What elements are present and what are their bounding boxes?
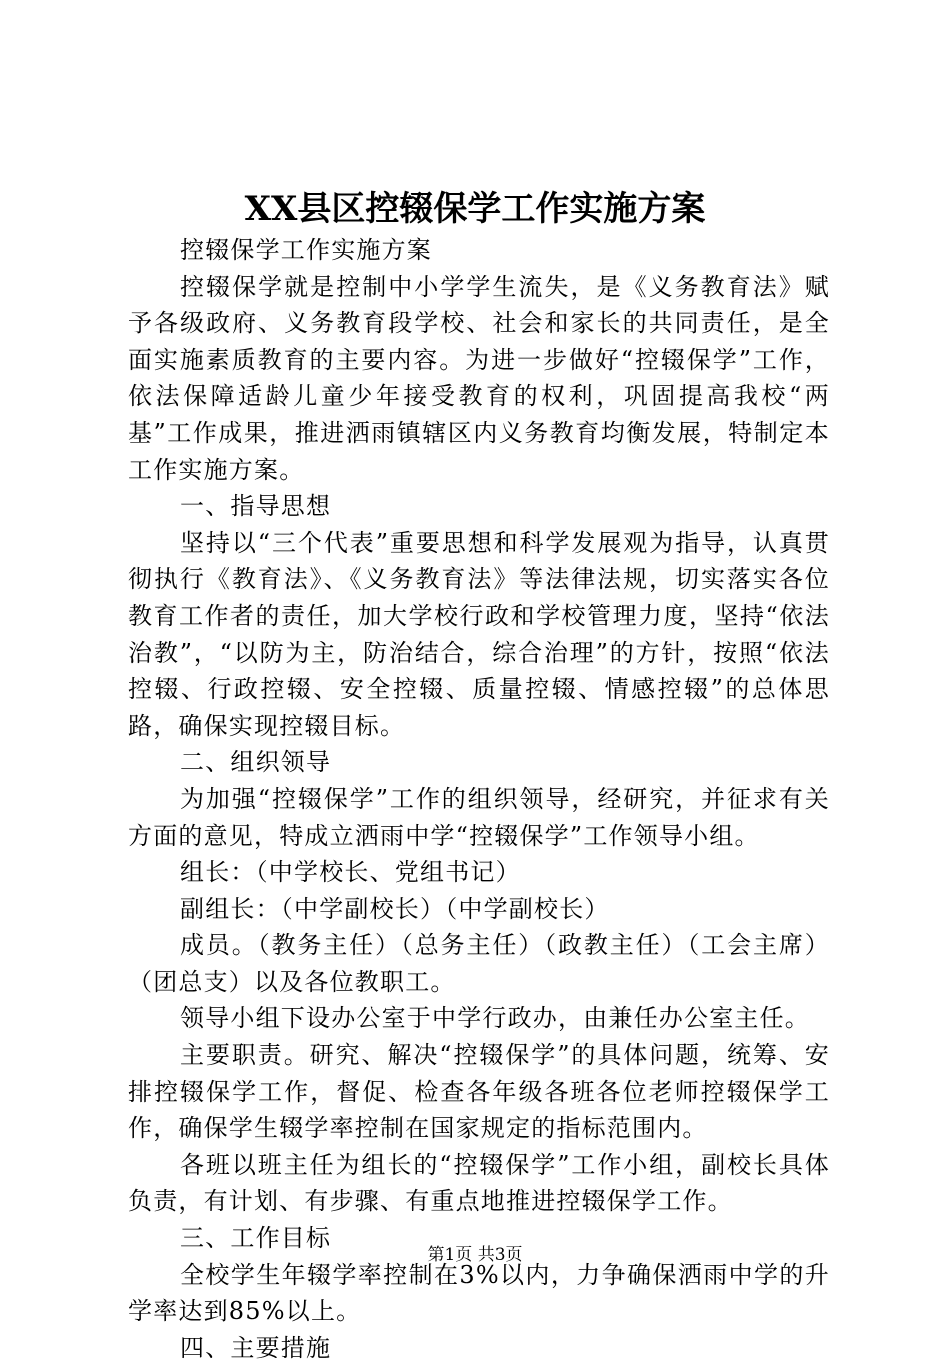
paragraph-members: 成员。（教务主任）（总务主任）（政教主任）（工会主席）（团总支）以及各位教职工。 bbox=[128, 931, 830, 996]
section-heading-goals: 三、工作目标 bbox=[180, 1224, 332, 1253]
paragraph-duties: 主要职责。研究、解决“控辍保学”的具体问题，统筹、安排控辍保学工作，督促、检查各年级各班各位老师控辍保学工作，确保学生辍学率控制在国家规定的指标范围内。 bbox=[128, 1041, 830, 1143]
document-body bbox=[128, 232, 830, 1366]
section-heading-guiding-thought: 一、指导思想 bbox=[180, 492, 332, 521]
paragraph-guiding-thought: 坚持以“三个代表”重要思想和科学发展观为指导，认真贯彻执行《教育法》、《义务教育法》等法律法规，切实落实各位教育工作者的责任，加大学校行政和学校管理力度，坚持“依法治教”，“以防为主，防治结合，综合治理”的方针，按照“依法控辍、行政控辍、安全控辍、质量控辍、情感控辍”的总体思路，确保实现控辍目标。 bbox=[128, 528, 830, 740]
paragraph-deputy-leader: 副组长：（中学副校长）（中学副校长） bbox=[180, 894, 610, 923]
paragraph-office: 领导小组下设办公室于中学行政办，由兼任办公室主任。 bbox=[180, 1004, 810, 1033]
paragraph-organization: 为加强“控辍保学”工作的组织领导，经研究，并征求有关方面的意见，特成立洒雨中学“控辍保学”工作领导小组。 bbox=[128, 784, 830, 850]
document-title: XX县区控辍保学工作实施方案 bbox=[244, 189, 706, 229]
paragraph-goals: 全校学生年辍学率控制在3%以内，力争确保洒雨中学的升学率达到85%以上。 bbox=[128, 1260, 830, 1326]
page-indicator: 第1页 共3页 bbox=[427, 1245, 523, 1265]
paragraph-class-groups: 各班以班主任为组长的“控辍保学”工作小组，副校长具体负责，有计划、有步骤、有重点地推进控辍保学工作。 bbox=[128, 1150, 830, 1216]
section-heading-organization: 二、组织领导 bbox=[180, 748, 332, 777]
section-heading-measures: 四、主要措施 bbox=[180, 1333, 332, 1362]
paragraph-subtitle: 控辍保学工作实施方案 bbox=[180, 236, 432, 264]
paragraph-intro: 控辍保学就是控制中小学学生流失，是《义务教育法》赋予各级政府、义务教育段学校、社会和家长的共同责任，是全面实施素质教育的主要内容。为进一步做好“控辍保学”工作，依法保障适龄儿童少年接受教育的权利，巩固提高我校“两基”工作成果，推进洒雨镇辖区内义务教育均衡发展，特制定本工作实施方案。 bbox=[128, 272, 830, 484]
paragraph-group-leader: 组长：（中学校长、党组书记） bbox=[180, 858, 521, 887]
